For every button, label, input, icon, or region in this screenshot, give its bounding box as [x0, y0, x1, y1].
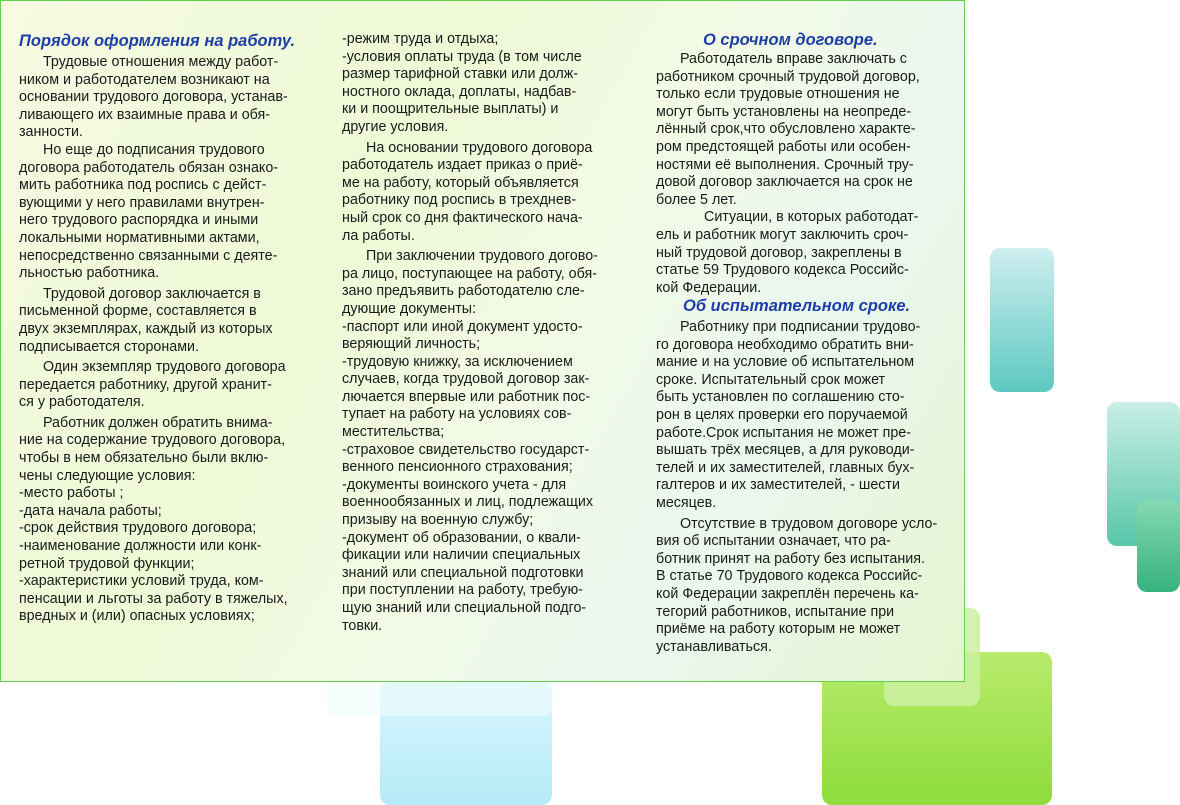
list-item: ностного оклада, доплаты, надбав-	[342, 83, 577, 100]
text-line: ра лицо, поступающее на работу, обя-	[342, 265, 597, 282]
text-line: Отсутствие в трудовом договоре усло-	[680, 515, 938, 532]
text-line: зано предъявить работодателю сле-	[342, 283, 585, 300]
column-3-part-2	[656, 319, 954, 656]
list-item: -трудовую книжку, за исключением	[342, 353, 573, 370]
text-line: вия об испытании означает, что ра-	[656, 533, 891, 550]
list-item: -условия оплаты труда (в том числе	[342, 48, 582, 65]
text-line: вующими у него правилами внутрен-	[19, 194, 265, 211]
text-line: только если трудовые отношения не	[656, 86, 900, 103]
text-line: устанавливаться.	[656, 638, 772, 655]
list-item: товки.	[342, 617, 383, 634]
list-item: веряющий личность;	[342, 336, 481, 353]
text-line: договора работодатель обязан ознако-	[19, 159, 279, 176]
list-item: -характеристики условий труда, ком-	[19, 573, 264, 590]
text-line: месяцев.	[656, 494, 717, 511]
text-line: ботник принят на работу без испытания.	[656, 550, 925, 567]
list-item: -дата начала работы;	[19, 502, 162, 519]
text-line: мить работника под роспись с дейст-	[19, 177, 267, 194]
list-item: другие условия.	[342, 118, 449, 135]
text-line: ностями её выполнения. Срочный тру-	[656, 156, 914, 173]
text-line: основании трудового договора, устанав-	[19, 89, 288, 106]
text-line: ние на содержание трудового договора,	[19, 432, 286, 449]
text-line: В статье 70 Трудового кодекса Российс-	[656, 568, 923, 585]
decor-square	[1137, 500, 1180, 592]
text-line: сроке. Испытательный срок может	[656, 371, 886, 388]
text-line: ром предстоящей работы или особен-	[656, 138, 911, 155]
text-line: кой Федерации.	[656, 279, 762, 296]
column-2	[342, 31, 638, 635]
text-line: письменной форме, составляется в	[19, 303, 257, 320]
text-line: занности.	[19, 124, 83, 141]
text-line: Работник должен обратить внима-	[43, 414, 273, 431]
text-line: ный срок со дня фактического нача-	[342, 209, 583, 226]
text-line: работе.Срок испытания не может пре-	[656, 424, 911, 441]
text-line: работнику под роспись в трехднев-	[342, 192, 577, 209]
list-item: лючается впервые или работник пос-	[342, 388, 591, 405]
list-item: ретной трудовой функции;	[19, 555, 195, 572]
text-line: Один экземпляр трудового договора	[43, 359, 286, 376]
text-line: приёме на работу которым не может	[656, 621, 901, 638]
list-item: призыву на военную службу;	[342, 512, 534, 529]
text-line: чены следующие условия:	[19, 467, 196, 484]
text-line: чтобы в нем обязательно были вклю-	[19, 450, 269, 467]
section-heading-probation: Об испытательном сроке.	[683, 297, 911, 315]
list-item: -страховое свидетельство государст-	[342, 441, 590, 458]
text-line: локальными нормативными актами,	[19, 229, 260, 246]
list-item: -паспорт или иной документ удосто-	[342, 318, 583, 335]
list-item: пенсации и льготы за работу в тяжелых,	[19, 590, 288, 607]
list-item: местительства;	[342, 424, 445, 441]
text-line: довой договор заключается на срок не	[656, 174, 913, 191]
text-line: ла работы.	[342, 227, 415, 244]
list-item: тупает на работу на условиях сов-	[342, 406, 572, 423]
list-item: -документ об образовании, о квали-	[342, 529, 581, 546]
decor-square	[990, 248, 1054, 392]
text-line: работником срочный трудовой договор,	[656, 68, 920, 85]
text-line: быть установлен по соглашению сто-	[656, 389, 905, 406]
text-line: ный трудовой договор, закреплены в	[656, 244, 902, 261]
text-line: более 5 лет.	[656, 191, 737, 208]
text-line: Трудовой договор заключается в	[43, 285, 261, 302]
list-item: фикации или наличии специальных	[342, 547, 581, 564]
text-line: вышать трёх месяцев, а для руководи-	[656, 442, 915, 459]
text-line: Но еще до подписания трудового	[43, 141, 265, 158]
text-line: дующие документы:	[342, 300, 477, 317]
list-item: -режим труда и отдыха;	[342, 31, 499, 47]
text-line: статье 59 Трудового кодекса Российс-	[656, 262, 909, 279]
text-line: Ситуации, в которых работодат-	[704, 209, 919, 226]
text-line: могут быть установлены на неопреде-	[656, 103, 912, 120]
text-line: рон в целях проверки его поручаемой	[656, 406, 908, 423]
text-line: мание и на условие об испытательном	[656, 354, 915, 371]
text-line: ником и работодателем возникают на	[19, 71, 270, 88]
text-line: галтеров и их заместителей, - шести	[656, 477, 900, 494]
list-item: знаний или специальной подготовки	[342, 564, 584, 581]
text-line: непосредственно связанными с деяте-	[19, 247, 278, 264]
section-heading-fixed-term: О срочном договоре.	[703, 31, 878, 49]
text-line: ме на работу, который объявляется	[342, 174, 579, 191]
list-item: -место работы ;	[19, 485, 124, 502]
list-item: военнообязанных и лиц, подлежащих	[342, 494, 594, 511]
text-line: ся у работодателя.	[19, 394, 145, 411]
list-item: -документы воинского учета - для	[342, 476, 567, 493]
text-line: Работодатель вправе заключать с	[680, 51, 907, 67]
list-item: -срок действия трудового договора;	[19, 520, 257, 537]
text-line: При заключении трудового догово-	[366, 248, 598, 265]
list-item: ки и поощрительные выплаты) и	[342, 101, 559, 118]
text-line: ливающего их взаимные права и обя-	[19, 106, 271, 123]
list-item: случаев, когда трудовой договор зак-	[342, 371, 590, 388]
text-line: льностью работника.	[19, 265, 160, 282]
text-line: Работнику при подписании трудово-	[680, 319, 921, 335]
text-line: На основании трудового договора	[366, 139, 593, 156]
column-3-part-1	[656, 51, 954, 297]
text-line: Трудовые отношения между работ-	[43, 54, 279, 70]
list-item: вредных и (или) опасных условиях;	[19, 608, 255, 625]
list-item: венного пенсионного страхования;	[342, 459, 573, 476]
text-line: двух экземплярах, каждый из которых	[19, 320, 273, 337]
column-1	[19, 54, 325, 626]
list-item: -наименование должности или конк-	[19, 538, 262, 555]
text-line: тегорий работников, испытание при	[656, 603, 895, 620]
list-item: размер тарифной ставки или долж-	[342, 66, 579, 83]
text-line: лённый срок,что обусловлено характе-	[656, 121, 916, 138]
section-heading-hiring: Порядок оформления на работу.	[19, 32, 296, 50]
list-item: при поступлении на работу, требую-	[342, 582, 583, 599]
text-line: кой Федерации закреплён перечень ка-	[656, 585, 919, 602]
text-line: работодатель издает приказ о приё-	[342, 157, 583, 174]
text-line: го договора необходимо обратить вни-	[656, 336, 914, 353]
text-line: передается работнику, другой хранит-	[19, 376, 272, 393]
text-line: телей и их заместителей, главных бух-	[656, 459, 915, 476]
list-item: щую знаний или специальной подго-	[342, 600, 587, 616]
text-line: него трудового распорядка и иными	[19, 212, 259, 229]
text-line: подписывается сторонами.	[19, 338, 200, 355]
text-line: ель и работник могут заключить сроч-	[656, 226, 909, 243]
